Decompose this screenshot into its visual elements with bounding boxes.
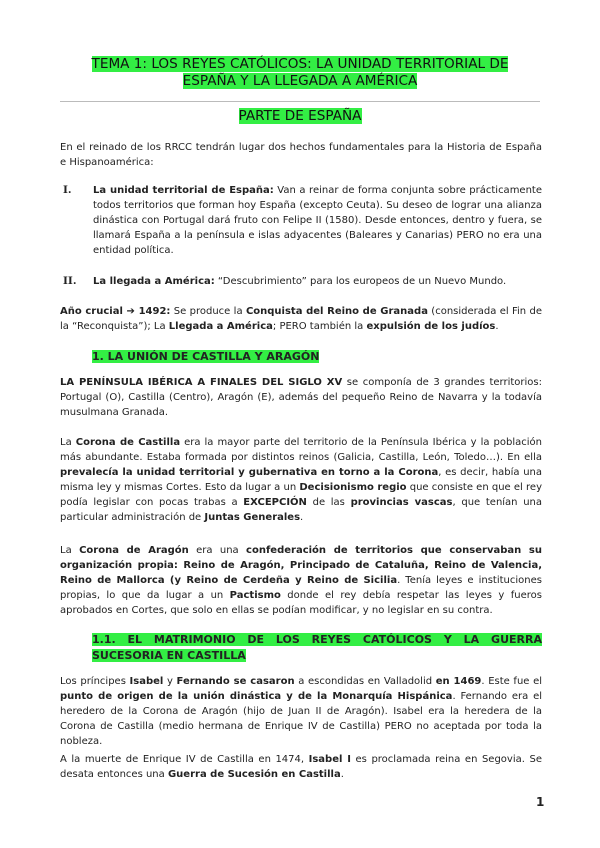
castilla-paragraph: La Corona de Castilla era la mayor parte del territorio de la Península Ibérica y la población más abundante. Estaba formada por distintos reinos (Galicia, Castilla, León, Toledo…). En ella prevalecía la unidad territorial y gubernativa en torno a la Corona, es decir, había una misma ley y mismas Cortes. Esto da lugar a un Decisionismo regio que consiste en que el rey podía legislar con pocas trabas a EXCEPCIÓN de las provincias vascas, que tenían una particular administración de Juntas Generales. bbox=[60, 437, 543, 523]
title-line-1: TEMA 1: LOS REYES CATÓLICOS: LA UNIDAD TERRITORIAL DE bbox=[91, 56, 509, 72]
peninsula-paragraph: LA PENÍNSULA IBÉRICA A FINALES DEL SIGLO XV se componía de 3 grandes territorios: Portugal (O), Castilla (Centro), Aragón (E), además del pequeño Reino de Navarra y la todavía musulmana Granada. bbox=[60, 377, 542, 418]
list-item-body: La unidad territorial de España: Van a reinar de forma conjunta sobre prácticamente todos territorios que forman hoy España (excepto Ceuta). Su deseo de lograr una alianza dinástica con Portugal dará fruto con Felipe II (1580). Desde entonces, dentro y fuera, se llamará España a la península e islas adyacentes (Baleares y Canarias) PERO no era una entidad política. bbox=[93, 185, 542, 256]
section-heading-1-1-line-2: SUCESORIA EN CASTILLA bbox=[92, 649, 246, 662]
list-item-number: I. bbox=[63, 184, 72, 196]
aragon-paragraph: La Corona de Aragón era una confederación de territorios que conservaban su organización propia: Reino de Aragón, Principado de Cataluña, Reino de Valencia, Reino de Mallorca (y Reino de Cerdeña y Reino de Sicilia. Tenía leyes e instituciones propias, lo que da lugar a un Pactismo donde el rey debía respetar las leyes y fueros aprobados en Cortes, que solo en ellas se podían modificar, y no legislar en su contra. bbox=[60, 545, 542, 616]
crucial-year-paragraph: Año crucial ➔ 1492: Se produce la Conquista del Reino de Granada (considerada el Fin de la “Reconquista”); La Llegada a América; PERO también la expulsión de los judíos. bbox=[60, 306, 542, 332]
section-heading-1: 1. LA UNIÓN DE CASTILLA Y ARAGÓN bbox=[92, 350, 320, 363]
muerte-paragraph: A la muerte de Enrique IV de Castilla en 1474, Isabel I es proclamada reina en Segovia. Se desata entonces una Guerra de Sucesión en Castilla. bbox=[60, 754, 542, 780]
page-subtitle bbox=[56, 107, 544, 125]
page-title bbox=[56, 56, 544, 90]
title-divider bbox=[60, 101, 540, 102]
list-item-number: II. bbox=[63, 275, 77, 287]
subtitle-text: PARTE DE ESPAÑA bbox=[238, 108, 362, 124]
principes-paragraph: Los príncipes Isabel y Fernando se casaron a escondidas en Valladolid en 1469. Este fue el punto de origen de la unión dinástica y de la Monarquía Hispánica. Fernando era el heredero de la Corona de Aragón (hijo de Juan II de Aragón). Isabel era la heredera de la Corona de Castilla (medio hermana de Enrique IV de Castilla) PERO no aceptada por toda la nobleza. bbox=[60, 676, 543, 747]
list-item bbox=[60, 183, 542, 258]
list-item bbox=[60, 274, 542, 289]
intro-paragraph: En el reinado de los RRCC tendrán lugar dos hechos fundamentales para la Historia de España e Hispanoamérica: bbox=[60, 142, 542, 168]
section-heading-1-1: 1.1. EL MATRIMONIO DE LOS REYES CATÓLICOS Y LA GUERRA bbox=[92, 633, 542, 646]
title-line-2: ESPAÑA Y LA LLEGADA A AMÉRICA bbox=[182, 73, 418, 89]
page-number: 1 bbox=[536, 795, 545, 809]
list-item-body: La llegada a América: “Descubrimiento” para los europeos de un Nuevo Mundo. bbox=[93, 276, 507, 287]
